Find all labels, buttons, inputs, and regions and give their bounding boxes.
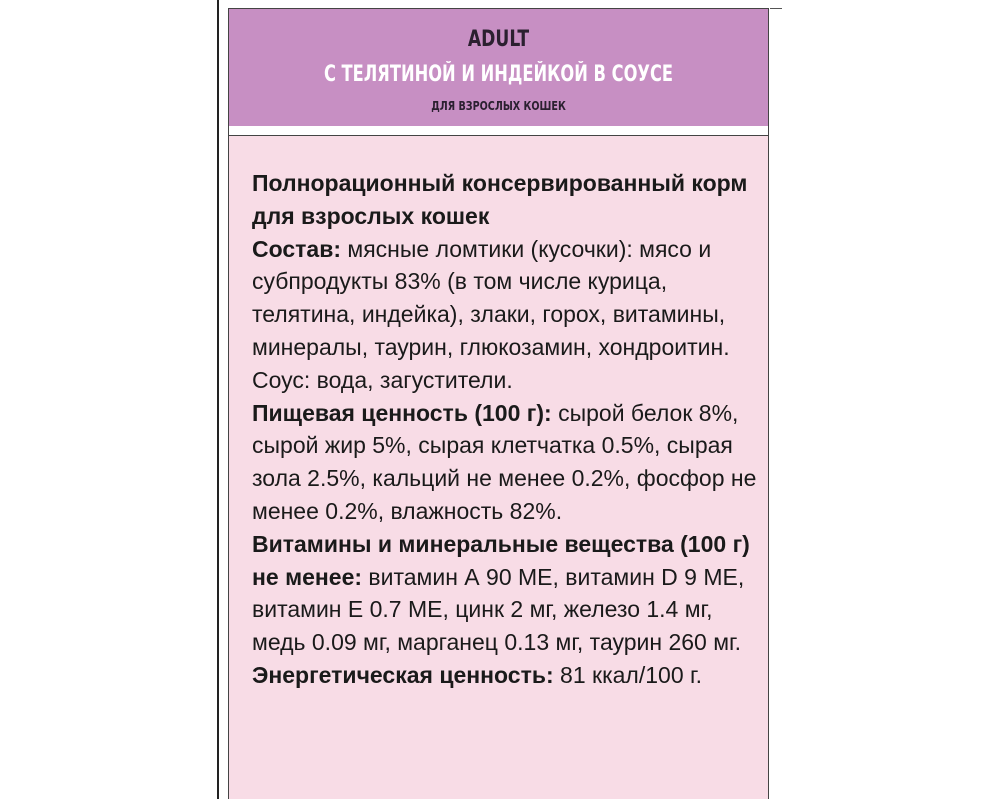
composition-text: мясные ломтики (кусочки): мясо и субпродукты 83% (в том числе курица, телятина, индейка), злаки, горох, витамины, минералы, таурин, глюкозамин, хондроитин. Соус: вода, загустители. xyxy=(252,235,730,393)
header-separator xyxy=(229,126,768,136)
intro-paragraph xyxy=(252,167,757,233)
nutrition-text: сырой белок 8%, сырой жир 5%, сырая клетчатка 0.5%, сырая зола 2.5%, кальций не менее 0.2%, фосфор не менее 0.2%, влажность 82%. xyxy=(252,399,757,524)
top-right-rule xyxy=(770,8,782,9)
energy-text: 81 ккал/100 г. xyxy=(553,661,702,688)
composition-label: Состав: xyxy=(252,235,342,262)
vitamins-label: Витамины и минеральные вещества (100 г) не менее: xyxy=(252,530,750,590)
product-card xyxy=(228,8,769,799)
product-title: ADULT xyxy=(467,27,530,52)
vitamins-text: витамин А 90 МЕ, витамин D 9 МЕ, витамин Е 0.7 МЕ, цинк 2 мг, железо 1.4 мг, медь 0.09 мг, марганец 0.13 мг, таурин 260 мг. xyxy=(252,563,745,656)
energy-paragraph xyxy=(252,659,757,692)
nutrition-label: Пищевая ценность (100 г): xyxy=(252,399,552,426)
product-header xyxy=(229,9,768,127)
product-description xyxy=(252,167,757,692)
composition-paragraph xyxy=(252,233,757,397)
vitamins-paragraph xyxy=(252,528,757,659)
nutrition-paragraph xyxy=(252,397,757,528)
left-vertical-rule xyxy=(217,0,219,799)
product-subtitle: С ТЕЛЯТИНОЙ И ИНДЕЙКОЙ В СОУСЕ xyxy=(323,62,674,87)
product-tagline: ДЛЯ ВЗРОСЛЫХ КОШЕК xyxy=(431,99,566,113)
energy-label: Энергетическая ценность: xyxy=(252,661,554,688)
intro-text: Полнорационный консервированный корм для взрослых кошек xyxy=(252,170,748,229)
